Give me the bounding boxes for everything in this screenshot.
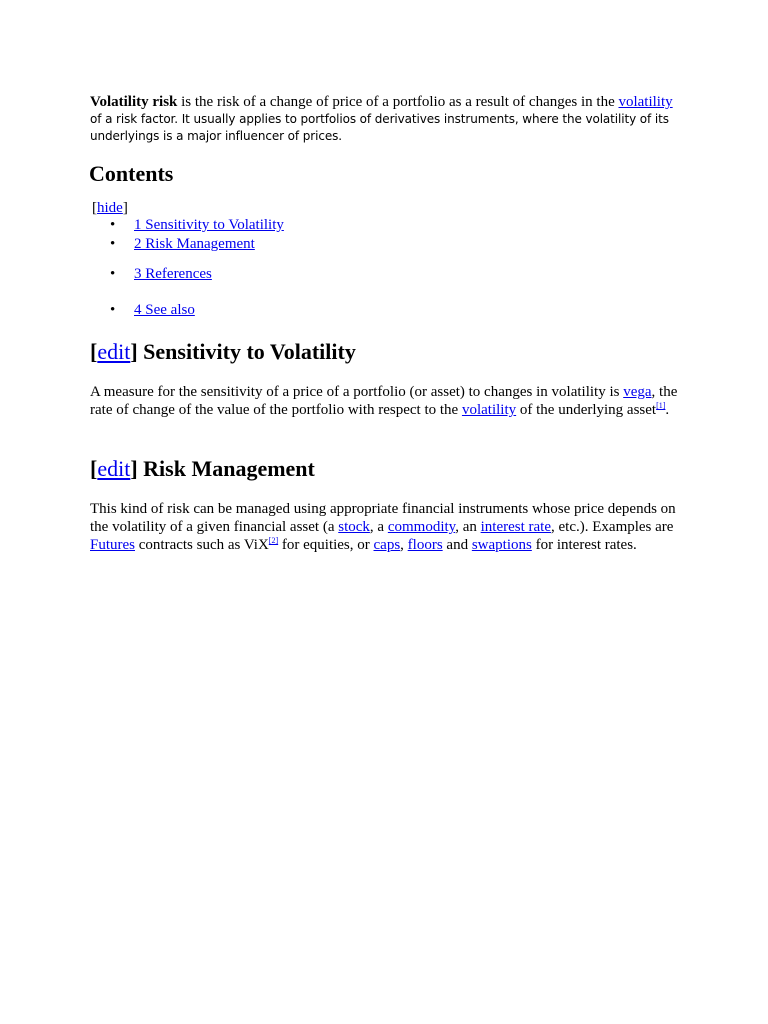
citation-link-1[interactable]: [1] (656, 401, 666, 410)
toc-toggle-open: [ (92, 200, 97, 216)
link-commodity[interactable]: commodity (387, 519, 456, 535)
toc-bullet: • (110, 236, 116, 252)
toc-bullet: • (110, 302, 116, 318)
toc-bullet: • (110, 266, 116, 282)
section-heading-sensitivity (90, 338, 356, 366)
para-text: , the rate of change of the value of the portfolio with respect to the (90, 384, 678, 418)
para-text: This kind of risk can be managed using appropriate financial instruments whose price depends on the volatility of a given financial asset (a (90, 501, 676, 535)
intro-term: Volatility risk (90, 94, 178, 110)
contents-title: Contents (89, 161, 174, 186)
para-text: contracts such as ViX (135, 537, 269, 553)
toc-bullet: • (110, 217, 116, 233)
toc-toggle (92, 199, 128, 217)
intro-text-1: is the risk of a change of price of a portfolio as a result of changes in the (177, 94, 619, 110)
link-volatility-intro[interactable]: volatility (618, 94, 673, 110)
para-text: , an (455, 519, 481, 535)
toc-link-see-also[interactable]: 4 See also (134, 302, 195, 318)
toc-link-references[interactable]: 3 References (134, 266, 212, 282)
toc-link-risk-management[interactable]: 2 Risk Management (134, 236, 255, 252)
link-stock[interactable]: stock (338, 519, 370, 535)
toc-item (110, 265, 212, 283)
link-swaptions[interactable]: swaptions (471, 537, 532, 553)
toc-hide-link[interactable]: hide (97, 200, 123, 216)
para-text: A measure for the sensitivity of a price of a portfolio (or asset) to changes in volatility is (90, 384, 624, 400)
link-floors[interactable]: floors (407, 537, 443, 553)
para-text: for equities, or (278, 537, 374, 553)
edit-bracket-open: [ (90, 339, 98, 364)
edit-bracket-open: [ (90, 456, 98, 481)
intro-text-2: of a risk factor. It usually applies to portfolios of derivatives instruments, where the volatility of its underlyings is a major influencer of prices. (90, 112, 669, 143)
intro-line-1 (90, 93, 690, 111)
para-text: for interest rates. (531, 537, 637, 553)
edit-bracket-close: ] (130, 339, 138, 364)
section-paragraph-sensitivity (90, 383, 688, 419)
para-text: and (442, 537, 472, 553)
toc-link-sensitivity[interactable]: 1 Sensitivity to Volatility (134, 217, 284, 233)
link-interest-rate[interactable]: interest rate (480, 519, 552, 535)
toc-toggle-close: ] (122, 200, 128, 216)
section-title-risk-management: Risk Management (137, 456, 315, 481)
para-text: of the underlying asset (516, 402, 657, 418)
toc-item (110, 216, 284, 234)
section-title-sensitivity: Sensitivity to Volatility (137, 339, 356, 364)
section-heading-risk-management (90, 455, 315, 483)
edit-link-sensitivity[interactable]: edit (97, 339, 131, 364)
link-futures[interactable]: Futures (90, 537, 135, 553)
para-text: , (400, 537, 408, 553)
para-text: , a (369, 519, 388, 535)
toc-item (110, 301, 195, 319)
para-text: . (665, 402, 670, 418)
intro-paragraph (90, 93, 690, 145)
citation-link-2[interactable]: [2] (268, 536, 279, 545)
link-vega[interactable]: vega (623, 384, 652, 400)
section-paragraph-risk-management (90, 500, 688, 554)
link-caps[interactable]: caps (373, 537, 401, 553)
toc-item (110, 235, 255, 253)
edit-link-risk-management[interactable]: edit (97, 456, 131, 481)
para-text: , etc.). Examples are (551, 519, 674, 535)
link-volatility[interactable]: volatility (461, 402, 517, 418)
edit-bracket-close: ] (130, 456, 138, 481)
